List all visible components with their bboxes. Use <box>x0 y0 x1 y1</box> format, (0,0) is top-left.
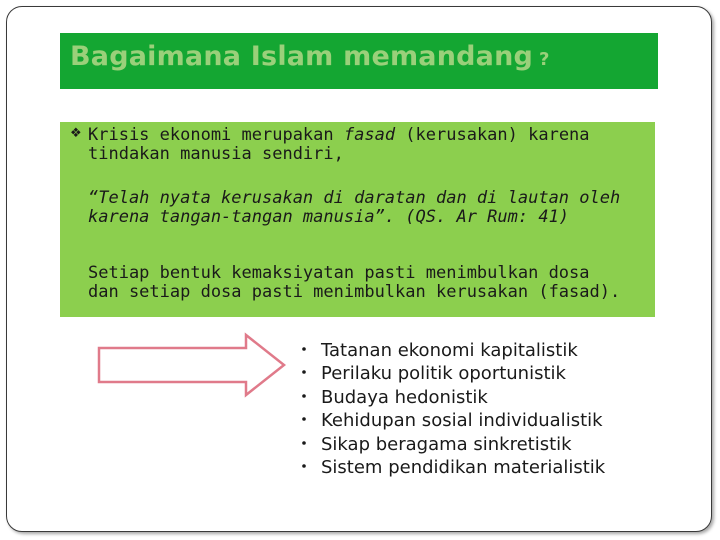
paragraph-sin-line2: dan setiap dosa pasti menimbulkan kerusakan (fasad). <box>88 282 621 302</box>
paragraph-crisis <box>88 126 590 164</box>
list-item-text: Perilaku politik oportunistik <box>321 363 566 385</box>
consequence-list <box>300 339 605 479</box>
bullet-dot-icon <box>302 441 306 445</box>
list-item-text: Sistem pendidikan materialistik <box>321 457 606 479</box>
list-item-text: Tatanan ekonomi kapitalistik <box>321 340 578 361</box>
paragraph-crisis-line1a: Krisis ekonomi merupakan <box>88 125 344 145</box>
list-item-text: Sikap beragama sinkretistik <box>321 433 572 455</box>
right-arrow-icon <box>96 332 288 398</box>
paragraph-sin <box>88 264 620 302</box>
paragraph-sin-line1: Setiap bentuk kemaksiyatan pasti menimbulkan dosa <box>88 263 590 283</box>
content-box <box>60 122 655 317</box>
list-item <box>300 433 605 456</box>
paragraph-quote <box>88 189 620 227</box>
list-item-text: Budaya hedonistik <box>321 386 488 408</box>
list-item <box>300 362 605 385</box>
bullet-dot-icon <box>302 394 306 398</box>
paragraph-crisis-italic: fasad <box>343 125 396 145</box>
paragraph-quote-line1: “Telah nyata kerusakan di daratan dan di lautan oleh <box>88 188 621 208</box>
diamond-bullet-icon: ❖ <box>70 126 82 141</box>
list-item <box>300 386 605 409</box>
bullet-dot-icon <box>302 371 306 375</box>
slide-title <box>70 41 550 72</box>
bullet-dot-icon <box>302 464 306 468</box>
list-item-text: Kehidupan sosial individualistik <box>321 410 603 432</box>
bullet-dot-icon <box>302 347 306 351</box>
paragraph-crisis-line1b: (kerusakan) karena <box>395 125 590 145</box>
bullet-dot-icon <box>302 417 306 421</box>
slide-title-question-mark: ? <box>539 49 550 70</box>
title-bar <box>60 33 658 89</box>
paragraph-crisis-line2: tindakan manusia sendiri, <box>88 144 344 164</box>
list-item <box>300 456 605 479</box>
slide-title-text: Bagaimana Islam memandang <box>70 41 534 72</box>
list-item <box>300 409 605 432</box>
paragraph-quote-line2: karena tangan-tangan manusia”. (QS. Ar Rum: 41) <box>88 207 570 227</box>
list-item <box>300 339 605 362</box>
